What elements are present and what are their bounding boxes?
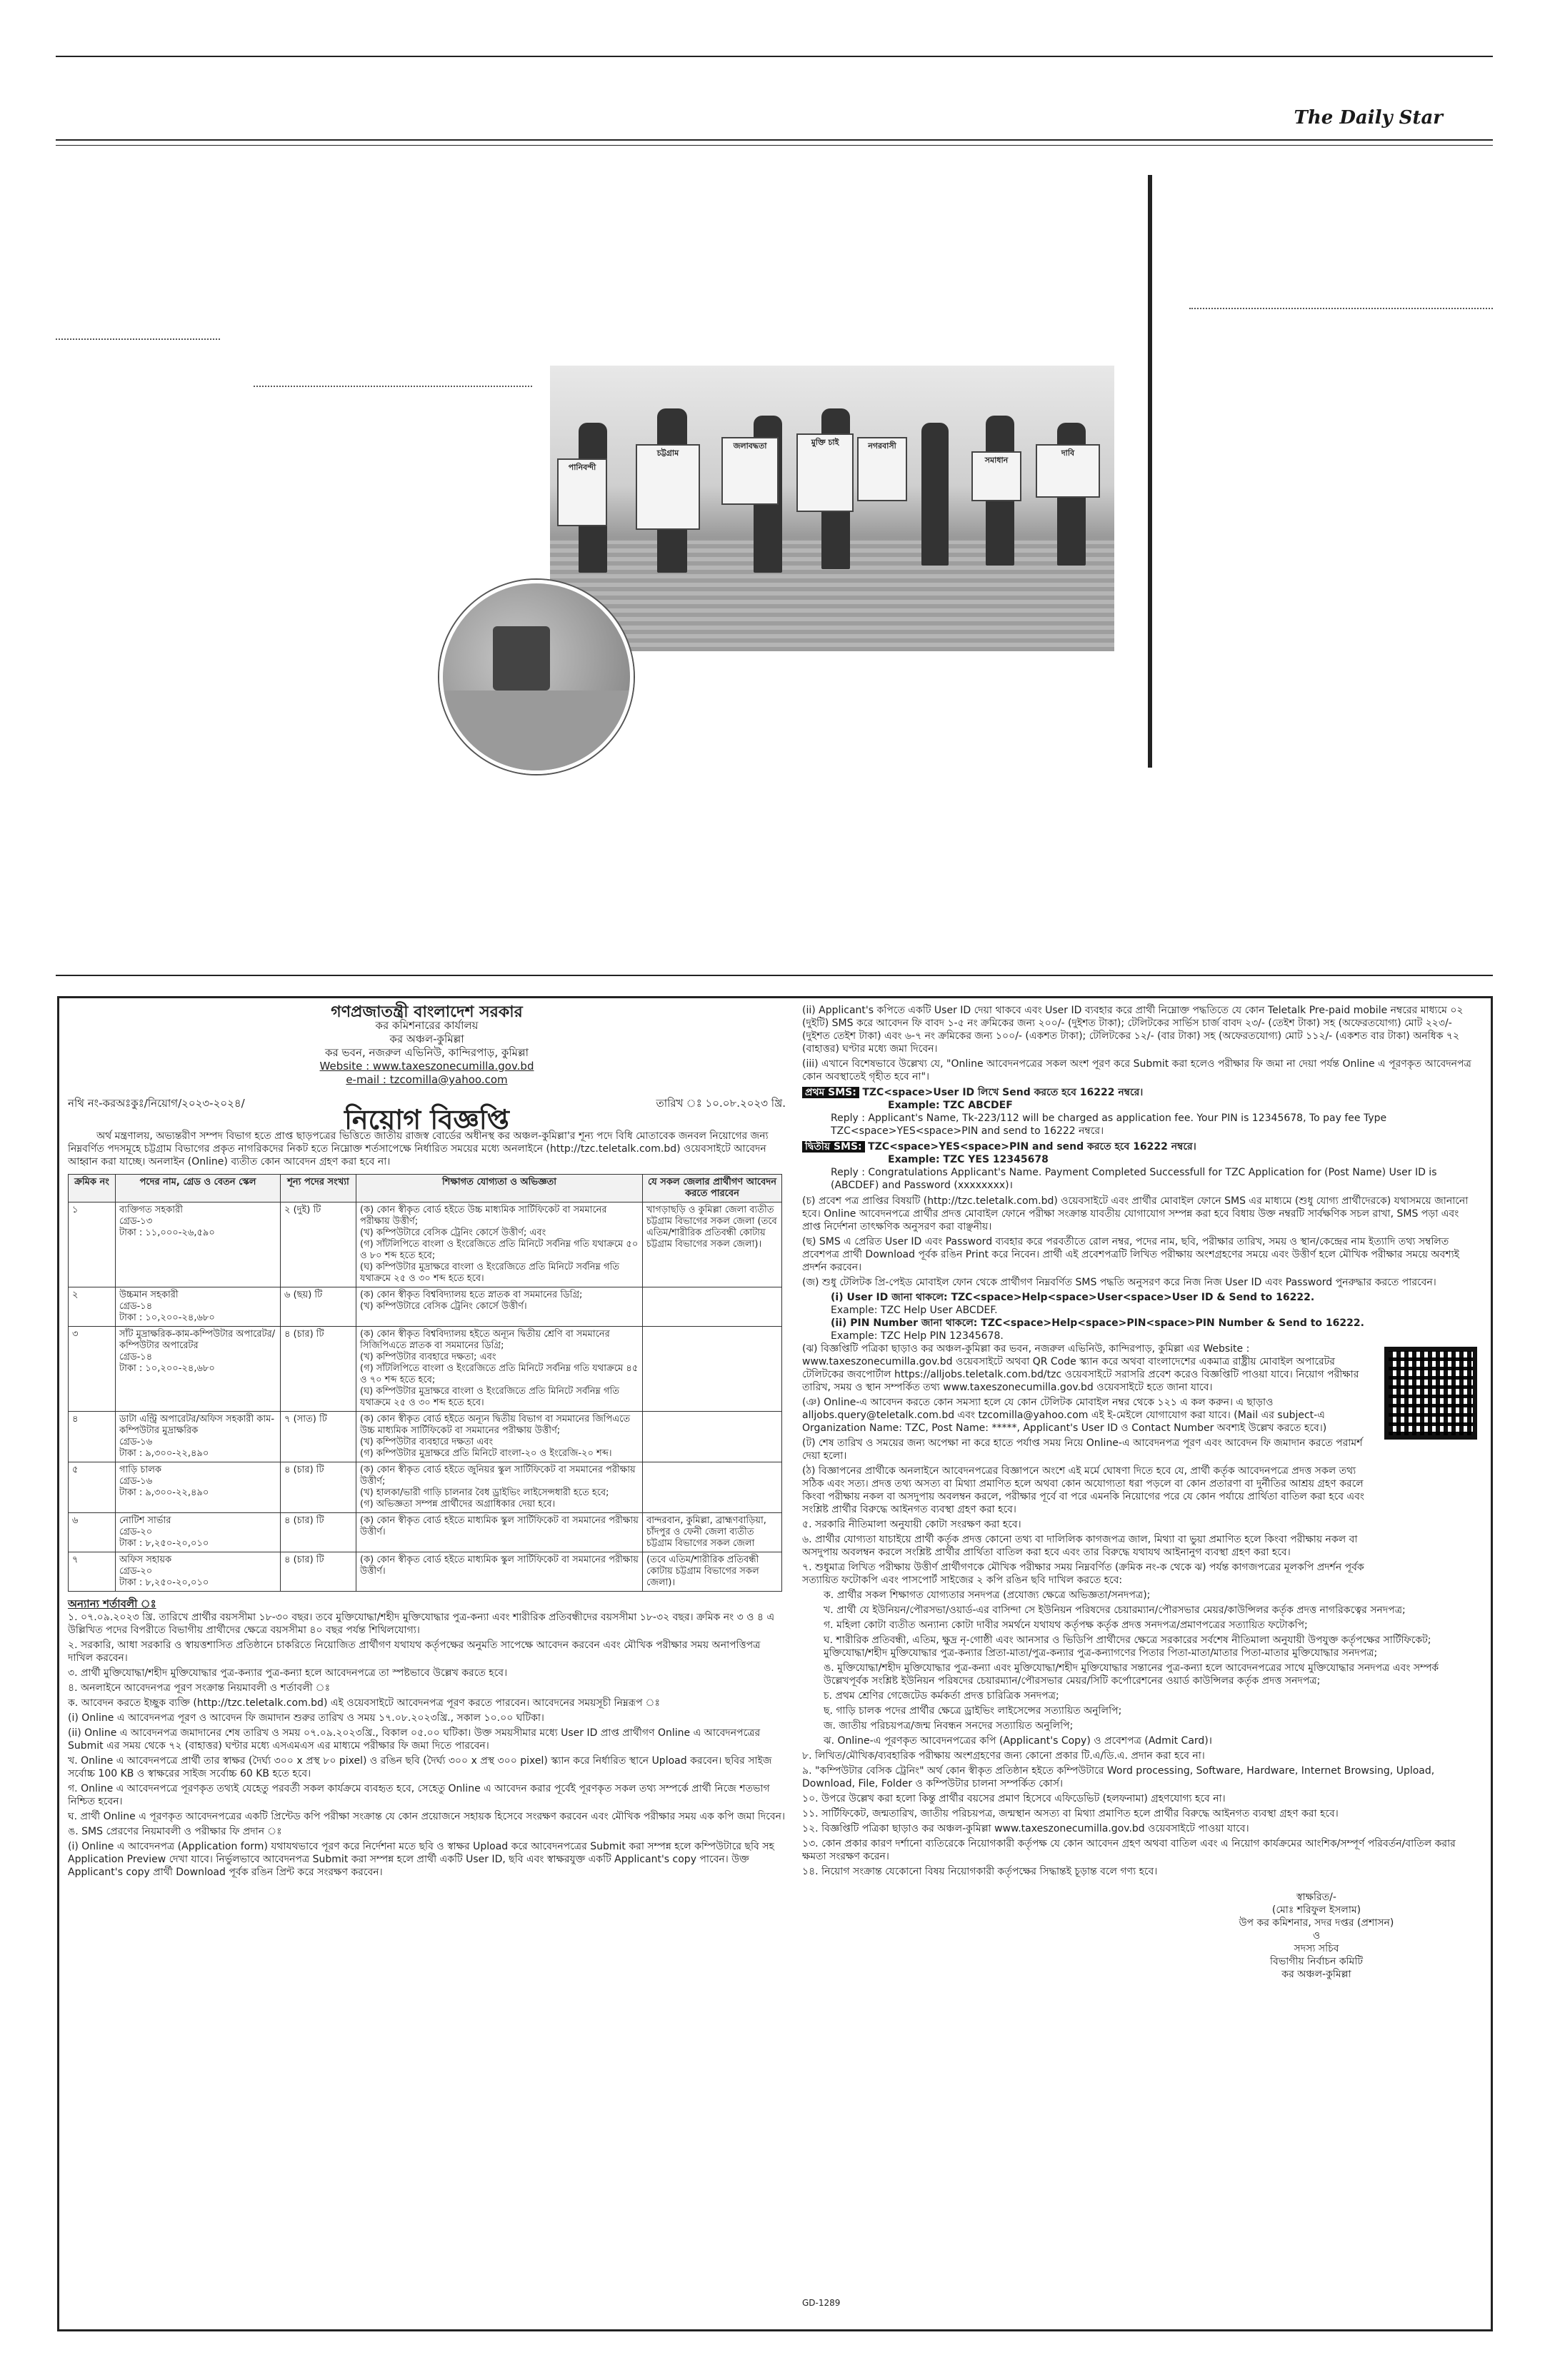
- col-post: পদের নাম, গ্রেড ও বেতন স্কেল: [116, 1175, 281, 1202]
- government-heading: গণপ্রজাতন্ত্রী বাংলাদেশ সরকার: [331, 1003, 523, 1021]
- signature-block: [1174, 1891, 1459, 1981]
- cell-serial: ৭: [69, 1552, 116, 1592]
- condition-item: ১০. উপরে উল্লেখ করা হলো কিন্তু প্রার্থীর বয়সের প্রমাণ হিসেবে এফিডেভিট (হলফনামা) গ্রহণযোগ্য হবে না।: [802, 1793, 1226, 1804]
- signatory-role-2: বিভাগীয় নির্বাচন কমিটি: [1270, 1956, 1363, 1967]
- document-item: ছ. গাড়ি চালক পদের প্রার্থীর ক্ষেত্রে ড্রাইভিং লাইসেন্সের সত্যায়িত অনুলিপি;: [824, 1705, 1122, 1717]
- masthead-rule-2: [56, 145, 1493, 146]
- cell-serial: ৫: [69, 1462, 116, 1513]
- inset-photo: [439, 580, 634, 774]
- document-item: ঙ. মুক্তিযোদ্ধা/শহীদ মুক্তিযোদ্ধার পুত্র-কন্যা এবং মুক্তিযোদ্ধা/শহীদ মুক্তিযোদ্ধার সন্তানের পুত্র-কন্যা হলে আবেদনপত্রের সাথে মুক্তিযোদ্ধার সনদপত্র এবং সম্পর্ক উল্লেখপূর্বক সংশ্লিষ্ট ইউনিয়ন পরিষদের চেয়ারম্যান/পৌরসভার মেয়র/সিটি কর্পোরেশনের ওয়ার্ড কাউন্সিলর কর্তৃক প্রদত্ত সনদপত্র;: [824, 1662, 1439, 1687]
- cell-post: ব্যক্তিগত সহকারী গ্রেড-১৩ টাকা : ১১,০০০-২৬,৫৯০: [116, 1202, 281, 1287]
- condition-item: ৪. অনলাইনে আবেদনপত্র পূরণ সংক্রান্ত নিয়মাবলী ও শর্তাবলী ঃ: [68, 1682, 331, 1694]
- qr-code-icon[interactable]: [1384, 1347, 1477, 1440]
- condition-item: (i) Online এ আবেদনপত্র পূরণ ও আবেদন ফি জমাদান শুরুর তারিখ ও সময় ১৭.০৮.২০২৩খ্রি., সকাল ১০.০০ ঘটিকা।: [68, 1712, 544, 1724]
- table-row: [69, 1202, 782, 1287]
- cell-qualification: (ক) কোন স্বীকৃত বোর্ড হইতে মাধ্যমিক স্কুল সার্টিফিকেট বা সমমানের পরীক্ষায় উত্তীর্ণ।: [356, 1513, 643, 1552]
- cell-qualification: (ক) কোন স্বীকৃত বোর্ড হইতে উচ্চ মাধ্যমিক সার্টিফিকেট বা সমমানের পরীক্ষায় উত্তীর্ণ; (খ) কম্পিউটারে বেসিক ট্রেনিং কোর্সে উত্তীর্ণ; এবং (গ) সাঁটলিপিতে বাংলা ও ইংরেজিতে প্রতি মিনিটে সর্বনিম্ন গতি যথাক্রমে ৫০ ও ৮০ শব্দ হতে হবে; (ঘ) কম্পিউটার মুদ্রাক্ষরে বাংলা ও ইংরেজিতে প্রতি মিনিটে সর্বনিম্ন গতি যথাক্রমে ২৫ ও ৩০ শব্দ হতে হবে।: [356, 1202, 643, 1287]
- ad-reference: GD-1289: [802, 2298, 841, 2308]
- instruction-item: (ট) শেষ তারিখ ও সময়ের জন্য অপেক্ষা না করে হাতে পর্যাপ্ত সময় নিয়ে Online-এ আবেদনপত্র পূরণ এবং আবেদন ফি জমাদান করতে পরামর্শ দেয়া হলো।: [802, 1437, 1363, 1462]
- cell-vacancy: ২ (দুই) টি: [281, 1202, 356, 1287]
- instruction-item: (iii) এখানে বিশেষভাবে উল্লেখ্য যে, "Online আবেদনপত্রের সকল অংশ পূরণ করে Submit করা হলেও পরীক্ষার ফি জমা না দেয়া পর্যন্ত Online এ পূরণকৃত আবেদনপত্র কোন অবস্থাতেই গৃহীত হবে না"।: [802, 1058, 1471, 1083]
- col-vacancy: শূন্য পদের সংখ্যা: [281, 1175, 356, 1202]
- cell-districts: খাগড়াছড়ি ও কুমিল্লা জেলা ব্যতীত চট্টগ্রাম বিভাগের সকল জেলা (তবে এতিম/শারীরিক প্রতিবন্ধী কোটায় চট্টগ্রাম বিভাগের সকল জেলা)।: [643, 1202, 782, 1287]
- cell-districts: [643, 1287, 782, 1327]
- news-photo: [550, 366, 1114, 651]
- instruction-item: (ঞ) Online-এ আবেদন করতে কোন সমস্যা হলে যে কোন টেলিটক মোবাইল নম্বর থেকে ১২১ এ কল করুন। এ ছাড়াও alljobs.query@teletalk.com.bd এবং tzcomilla@yahoo.com এই ই-মেইলে যোগাযোগ করা যাবে। (Mail এর subject-এ Organization Name: TZC, Post Name: *****, Applicant's User ID ও Contact Number অবশ্যই উল্লেখ করতে হবে।): [802, 1397, 1327, 1434]
- cell-post: গাড়ি চালক গ্রেড-১৬ টাকা : ৯,৩০০-২২,৪৯০: [116, 1462, 281, 1513]
- cell-districts: বান্দরবান, কুমিল্লা, ব্রাহ্মণবাড়িয়া, চাঁদপুর ও ফেনী জেলা ব্যতীত চট্টগ্রাম বিভাগের সকল জেলা: [643, 1513, 782, 1552]
- document-item: গ. মহিলা কোটা ব্যতীত অন্যান্য কোটা দাবীর সমর্থনে যথাযথ কর্তৃপক্ষ কর্তৃক প্রদত্ত সনদপত্র/প্রমাণপত্রের সত্যায়িত ফটোকপি;: [824, 1620, 1308, 1631]
- notice-intro: অর্থ মন্ত্রণালয়, অভ্যন্তরীণ সম্পদ বিভাগ হতে প্রাপ্ত ছাড়পত্রের ভিত্তিতে জাতীয় রাজস্ব বোর্ডের অধীনস্থ কর অঞ্চল-কুমিল্লা'র শূন্য পদে বিধি মোতাবেক জনবল নিয়োগের জন্য নিম্নবর্ণিত পদসমূহে চট্টগ্রাম বিভাগের প্রকৃত নাগরিকদের নিকট হতে নিম্নোক্ত শর্তসাপেক্ষে নির্ধারিত সময়ের মধ্যে অনলাইনে (http://tzc.teletalk.com.bd) ওয়েবসাইটে আবেদন আহ্বান করা যাচ্ছে। অনলাইন (Online) ব্যতীত কোন আবেদন গ্রহণ করা হবে না।: [68, 1130, 769, 1168]
- cell-districts: (তবে এতিম/শারীরিক প্রতিবন্ধী কোটায় চট্টগ্রাম বিভাগের সকল জেলা)।: [643, 1552, 782, 1592]
- recover-user-id-example: Example: TZC Help User ABCDEF.: [831, 1305, 998, 1316]
- sms-first: [802, 1086, 1477, 1099]
- ad-left-column: [68, 998, 786, 1881]
- protester: [921, 423, 949, 566]
- sms-second-reply: Reply : Congratulations Applicant's Name. Payment Completed Successfull for TZC Application for (Post Name) User ID is (ABCDEF) and Password (xxxxxxxx)।: [831, 1167, 1437, 1191]
- cell-qualification: (ক) কোন স্বীকৃত বোর্ড হইতে অন্যূন দ্বিতীয় বিভাগ বা সমমানের জিপিএতে উচ্চ মাধ্যমিক সার্টিফিকেট বা সমমানের পরীক্ষায় উত্তীর্ণ; (খ) কম্পিউটার ব্যবহারে দক্ষতা এবং (গ) কম্পিউটার মুদ্রাক্ষরে প্রতি মিনিটে বাংলা-২০ ও ইংরেজি-২০ শব্দ।: [356, 1412, 643, 1462]
- instruction-item: ৬. প্রার্থীর যোগ্যতা যাচাইয়ে প্রার্থী কর্তৃক প্রদত্ত কোনো তথ্য বা দালিলিক কাগজপত্র জাল, মিথ্যা বা ভুয়া প্রমাণিত হলে কিংবা পরীক্ষায় নকল বা অসদুপায় অবলম্বন করলে সংশ্লিষ্ট প্রার্থীর প্রার্থিতা বাতিল করা হবে এবং তার বিরুদ্ধে যথাযথ আইনানুগ ব্যবস্থা গ্রহণ করা হবে।: [802, 1534, 1358, 1558]
- condition-item: খ. Online এ আবেদনপত্রে প্রার্থী তার স্বাক্ষর (দৈর্ঘ্য ৩০০ x প্রস্থ ৮০ pixel) ও রঙিন ছবি (দৈর্ঘ্য ৩০০ x প্রস্থ ৩০০ pixel) স্ক্যান করে নির্ধারিত স্থানে Upload করবেন। ছবির সাইজ সর্বোচ্চ 100 KB ও স্বাক্ষরের সাইজ সর্বোচ্চ 60 KB হতে হবে।: [68, 1755, 772, 1779]
- instruction-item: (ঝ) বিজ্ঞপ্তিটি পত্রিকা ছাড়াও কর অঞ্চল-কুমিল্লা কর ভবন, নজরুল এভিনিউ, কান্দিরপাড়, কুমিল্লা এর Website : www.taxeszonecumilla.gov.bd ওয়েবসাইটে অথবা QR Code স্ক্যান করে অথবা বাংলাদেশের একমাত্র রাষ্ট্রীয় মোবাইল অপারেটর টেলিটকের জবপোর্টাল https://alljobs.teletalk.com.bd/tzc ওয়েবসাইটে সরাসরি প্রবেশ করেও বিজ্ঞপ্তিটি পাওয়া যাবে। নিয়োগ পরীক্ষার তারিখ, সময় ও স্থান সম্পর্কিত তথ্য www.taxeszonecumilla.gov.bd ওয়েবসাইটে হতে জানা যাবে।: [802, 1343, 1359, 1393]
- dotted-separator-right: [1189, 308, 1493, 309]
- sms-first-label: প্রথম SMS:: [802, 1087, 859, 1098]
- recover-pin-example: Example: TZC Help PIN 12345678.: [831, 1330, 1004, 1342]
- cell-serial: ১: [69, 1202, 116, 1287]
- placard: দাবি: [1036, 444, 1100, 498]
- fee-instructions: [802, 1004, 1477, 1083]
- lower-instructions: [802, 1342, 1477, 1587]
- cell-post: নোটিশ সার্ভার গ্রেড-২০ টাকা : ৮,২৫০-২০,০১০: [116, 1513, 281, 1552]
- condition-item: (ii) Online এ আবেদনপত্র জমাদানের শেষ তারিখ ও সময় ০৭.০৯.২০২৩খ্রি., বিকাল ০৫.০০ ঘটিকা। উক্ত সময়সীমার মধ্যে User ID প্রাপ্ত প্রার্থীগণ Online এ আবেদনপত্রের Submit এর সময় থেকে ৭২ (বাহাত্তর) ঘণ্টার মধ্যে এসএমএস এর মাধ্যমে পরীক্ষার ফি জমা দিতে পারবেন।: [68, 1727, 761, 1752]
- condition-item: গ. Online এ আবেদনপত্রে পূরণকৃত তথ্যই যেহেতু পরবর্তী সকল কার্যক্রমে ব্যবহৃত হবে, সেহেতু Online এ আবেদন করার পূর্বেই পূরণকৃত সকল তথ্য সম্পর্কে প্রার্থী নিজে শতভাগ নিশ্চিত হবেন।: [68, 1783, 770, 1807]
- signatory-role-1: সদস্য সচিব: [1294, 1943, 1339, 1954]
- cell-qualification: (ক) কোন স্বীকৃত বোর্ড হইতে মাধ্যমিক স্কুল সার্টিফিকেট বা সমমানের পরীক্ষায় উত্তীর্ণ।: [356, 1552, 643, 1592]
- condition-item: (i) Online এ আবেদনপত্র (Application form) যথাযথভাবে পূরণ করে নির্দেশনা মতে ছবি ও স্বাক্ষর Upload করে আবেদনপত্রের Submit করা সম্পন্ন হলে কম্পিউটারে ছবি সহ Application Preview দেখা যাবে। নির্ভুলভাবে আবেদনপত্র Submit করা সম্পন্ন হলে প্রার্থী একটি User ID, ছবি এবং স্বাক্ষরযুক্ত একটি Applicant's copy পাবেন। উক্ত Applicant's copy প্রার্থী Download পূর্বক রঙিন প্রিন্ট করে সংরক্ষণ করবেন।: [68, 1841, 774, 1878]
- cell-post: উচ্চমান সহকারী গ্রেড-১৪ টাকা : ১০,২০০-২৪,৬৮০: [116, 1287, 281, 1327]
- instruction-item: ৫. সরকারি নীতিমালা অনুযায়ী কোটা সংরক্ষণ করা হবে।: [802, 1519, 1021, 1530]
- zone-name: কর অঞ্চল-কুমিল্লা: [389, 1033, 464, 1045]
- recover-pin: (ii) PIN Number জানা থাকলে: TZC<space>Help<space>PIN<space>PIN Number & Send to 16222.: [831, 1317, 1364, 1329]
- cell-vacancy: ৬ (ছয়) টি: [281, 1287, 356, 1327]
- condition-item: ৩. প্রার্থী মুক্তিযোদ্ধা/শহীদ মুক্তিযোদ্ধার পুত্র-কন্যার পুত্র-কন্যা হলে আবেদনপত্রে তা স্পষ্টভাবে উল্লেখ করতে হবে।: [68, 1667, 508, 1679]
- cell-districts: [643, 1327, 782, 1412]
- table-row: [69, 1513, 782, 1552]
- signed-label: স্বাক্ষরিত/-: [1296, 1892, 1336, 1903]
- cell-qualification: (ক) কোন স্বীকৃত বিশ্ববিদ্যালয় হইতে অন্যূন দ্বিতীয় শ্রেণি বা সমমানের সিজিপিএতে স্নাতক বা সমমানের ডিগ্রি; (খ) কম্পিউটার ব্যবহারে দক্ষতা; এবং (গ) সাঁটলিপিতে বাংলা ও ইংরেজিতে প্রতি মিনিটে সর্বনিম্ন গতি যথাক্রমে ৪৫ ও ৭০ শব্দ হতে হবে; (ঘ) কম্পিউটার মুদ্রাক্ষরে বাংলা ও ইংরেজিতে প্রতি মিনিটে সর্বনিম্ন গতি যথাক্রমে ২৫ ও ৩০ শব্দ হতে হবে।: [356, 1327, 643, 1412]
- ad-right-column: [802, 1004, 1477, 2308]
- condition-item: ঘ. প্রার্থী Online এ পূরণকৃত আবেদনপত্রের একটি প্রিন্টেড কপি পরীক্ষা সংক্রান্ত যে কোন প্রয়োজনে সহায়ক হিসেবে সংরক্ষণ করবেন এবং মৌখিক পরীক্ষার সময় এক কপি জমা দিবেন।: [68, 1811, 786, 1822]
- signature-and: ও: [1312, 1930, 1321, 1942]
- cell-serial: ২: [69, 1287, 116, 1327]
- table-row: [69, 1552, 782, 1592]
- cell-serial: ৪: [69, 1412, 116, 1462]
- placard: পানিবন্দী: [557, 458, 607, 526]
- cell-qualification: (ক) কোন স্বীকৃত বোর্ড হইতে জুনিয়র স্কুল সার্টিফিকেট বা সমমানের পরীক্ষায় উত্তীর্ণ; (খ) হালকা/ভারী গাড়ি চালনার বৈধ ড্রাইভিং লাইসেন্সধারী হতে হবে; (গ) অভিজ্ঞতা সম্পন্ন প্রার্থীদের অগ্রাধিকার দেয়া হবে।: [356, 1462, 643, 1513]
- closing-conditions: [802, 1749, 1477, 1878]
- sms-second-label: দ্বিতীয় SMS:: [802, 1141, 865, 1153]
- condition-item: ২. সরকারি, আধা সরকারি ও স্বায়ত্তশাসিত প্রতিষ্ঠানে চাকরিতে নিয়োজিত প্রার্থীগণ যথাযথ কর্তৃপক্ষের অনুমতি সাপেক্ষে আবেদন করবেন এবং মৌখিক পরীক্ষার সময় অনাপত্তিপত্র দাখিল করবেন।: [68, 1640, 761, 1664]
- sms-second-text: TZC<space>YES<space>PIN and send করতে হবে 16222 নম্বরে।: [868, 1141, 1196, 1153]
- instruction-item: (ঠ) বিজ্ঞাপনের প্রার্থীকে অনলাইনে আবেদনপত্রের বিজ্ঞাপনে অংশে এই মর্মে ঘোষণা দিতে হবে যে, প্রার্থী কর্তৃক আবেদনপত্রে প্রদত্ত সকল তথ্য সঠিক এবং সত্য। প্রদত্ত তথ্য অসত্য বা মিথ্যা প্রমাণিত হলে অথবা কোন অযোগ্যতা ধরা পড়লে বা কোন প্রতারণা বা দুর্নীতির আশ্রয় গ্রহণ করলে কিংবা পরীক্ষায় নকল বা অসদুপায় অবলম্বন করলে, পরীক্ষার পূর্বে বা পরে এমনকি নিয়োগের পরে যে কোন পর্যায়ে প্রার্থিতা বাতিল করা হবে এবং সংশ্লিষ্ট প্রার্থীর বিরুদ্ধে আইনগত ব্যবস্থা গ্রহণ করা হবে।: [802, 1465, 1364, 1515]
- recover-user-id: (i) User ID জানা থাকলে: TZC<space>Help<space>User<space>User ID & Send to 16222.: [831, 1292, 1315, 1303]
- posts-table: [68, 1174, 782, 1592]
- lower-instructions-list: [802, 1342, 1477, 1587]
- dotted-separator-left: [56, 338, 220, 340]
- recruitment-advertisement: [57, 996, 1493, 2331]
- sms-first-reply: Reply : Applicant's Name, Tk-223/112 will be charged as application fee. Your PIN is 12345678, To pay fee Type TZC<space>YES<space>PIN and send to 16222 নম্বরে।: [831, 1113, 1387, 1137]
- cell-serial: ৬: [69, 1513, 116, 1552]
- conditions-list: [68, 1611, 786, 1879]
- documents-list: [802, 1589, 1477, 1747]
- table-row: [69, 1287, 782, 1327]
- condition-item: ঙ. SMS প্রেরণের নিয়মাবলী ও পরীক্ষার ফি প্রদান ঃ: [68, 1826, 282, 1837]
- cell-districts: [643, 1412, 782, 1462]
- instruction-item: (জ) শুধু টেলিটক প্রি-পেইড মোবাইল ফোন থেকে প্রার্থীগণ নিম্নবর্ণিত SMS পদ্ধতি অনুসরণ করে নিজ নিজ User ID এবং Password পুনরুদ্ধার করতে পারবেন।: [802, 1277, 1436, 1288]
- placard: সমাধান: [971, 451, 1021, 501]
- office-website[interactable]: Website : www.taxeszonecumilla.gov.bd: [319, 1060, 534, 1073]
- masthead-logo: The Daily Star: [1294, 107, 1443, 129]
- sms-first-example: Example: TZC ABCDEF: [888, 1100, 1013, 1111]
- notice-date: তারিখ ঃ ১০.০৮.২০২৩ খ্রি.: [656, 1097, 786, 1110]
- instruction-item: (চ) প্রবেশ পত্র প্রাপ্তির বিষয়টি (http://tzc.teletalk.com.bd) ওয়েবসাইটে এবং প্রার্থীর মোবাইল ফোনে SMS এর মাধ্যমে (শুধু যোগ্য প্রার্থীদেরকে) যথাসময়ে জানানো হবে। Online আবেদনপত্রে প্রার্থীর প্রদত্ত মোবাইল ফোনে পরীক্ষা সংক্রান্ত যাবতীয় যোগাযোগ সম্পন্ন করা হবে বিধায় উক্ত নম্বরটি সার্বক্ষণিক সচল রাখা, SMS পড়া এবং প্রাপ্ত নির্দেশনা তাৎক্ষণিক অনুসরণ করা বাঞ্ছনীয়।: [802, 1195, 1469, 1232]
- document-item: জ. জাতীয় পরিচয়পত্র/জন্ম নিবন্ধন সনদের সত্যায়িত অনুলিপি;: [824, 1720, 1074, 1732]
- placard: চট্টগ্রাম: [636, 444, 700, 530]
- placard: মুক্তি চাই: [796, 433, 854, 512]
- rickshaw: [493, 626, 550, 691]
- document-item: ক. প্রার্থীর সকল শিক্ষাগত যোগ্যতার সনদপত্র (প্রযোজ্য ক্ষেত্রে অভিজ্ঞতা/সনদপত্র);: [824, 1590, 1151, 1601]
- condition-item: ৮. লিখিত/মৌখিক/ব্যবহারিক পরীক্ষায় অংশগ্রহণের জন্য কোনো প্রকার টি.এ/ডি.এ. প্রদান করা হবে না।: [802, 1750, 1205, 1762]
- condition-item: ১২. বিজ্ঞপ্তিটি পত্রিকা ছাড়াও কর অঞ্চল-কুমিল্লা www.taxeszonecumilla.gov.bd ওয়েবসাইটে পাওয়া যাবে।: [802, 1823, 1249, 1834]
- dotted-separator-mid: [254, 386, 532, 387]
- cell-vacancy: ৪ (চার) টি: [281, 1513, 356, 1552]
- memo-number: নথি নং-করঅঃকুঃ/নিয়োগ/২০২৩-২০২৪/: [68, 1097, 245, 1110]
- column-divider: [1148, 175, 1152, 768]
- table-header-row: [69, 1175, 782, 1202]
- instruction-item: (ii) Applicant's কপিতে একটি User ID দেয়া থাকবে এবং User ID ব্যবহার করে প্রার্থী নিম্নোক্ত পদ্ধতিতে যে কোন Teletalk Pre-paid mobile নম্বরের মাধ্যমে ০২ (দুইটি) SMS করে আবেদন ফি বাবদ ১-৫ নং ক্রমিকের জন্য ২০০/- (দুইশত টাকা); টেলিটকের সার্ভিস চার্জ বাবদ ২৩/- (তেইশ টাকা) সহ (অফেরতযোগ্য) মোট ২২৩/- (দুইশত তেইশ টাকা) এবং ৬-৭ নং ক্রমিকের জন্য ১০০/- (একশত টাকা); টেলিটকের ১২/- (বার টাকা) সহ (অফেরতযোগ্য) মোট ১১২/- (একশত বার টাকা) অনধিক ৭২ (বাহাত্তর) ঘণ্টার মধ্যে জমা দিবেন।: [802, 1005, 1464, 1055]
- col-qualification: শিক্ষাগত যোগ্যতা ও অভিজ্ঞতা: [356, 1175, 643, 1202]
- office-name: কর কমিশনারের কার্যালয়: [375, 1019, 479, 1032]
- signatory-name: (মোঃ শরিফুল ইসলাম): [1271, 1904, 1361, 1916]
- cell-vacancy: ৪ (চার) টি: [281, 1327, 356, 1412]
- col-serial: ক্রমিক নং: [69, 1175, 116, 1202]
- cell-post: ডাটা এন্ট্রি অপারেটর/অফিস সহকারী কাম-কম্পিউটার মুদ্রাক্ষরিক গ্রেড-১৬ টাকা : ৯,৩০০-২২,৪৯০: [116, 1412, 281, 1462]
- cell-vacancy: ৭ (সাত) টি: [281, 1412, 356, 1462]
- cell-vacancy: ৪ (চার) টি: [281, 1462, 356, 1513]
- signatory-designation: উপ কর কমিশনার, সদর দপ্তর (প্রশাসন): [1239, 1917, 1394, 1929]
- instruction-item: ৭. শুধুমাত্র লিখিত পরীক্ষায় উত্তীর্ণ প্রার্থীগণকে মৌখিক পরীক্ষার সময় নিম্নবর্ণিত (ক্রমিক নং-ক থেকে ঝ) পর্যন্ত কাগজপত্রের মূলকপি প্রদর্শন পূর্বক সত্যায়িত ফটোকপি এবং পাসপোর্ট সাইজের ২ কপি রঙিন ছবি দাখিল করতে হবে:: [802, 1562, 1364, 1586]
- placard: নগরবাসী: [857, 437, 907, 501]
- condition-item: ১১. সার্টিফিকেট, জন্মতারিখ, জাতীয় পরিচয়পত্র, জন্মস্থান অসত্য বা মিথ্যা প্রমাণিত হলে প্রার্থীর বিরুদ্ধে আইনগত ব্যবস্থা গ্রহণ করা হবে।: [802, 1808, 1339, 1819]
- condition-item: ১. ০৭.০৯.২০২৩ খ্রি. তারিখে প্রার্থীর বয়সসীমা ১৮-৩০ বছর। তবে মুক্তিযোদ্ধা/শহীদ মুক্তিযোদ্ধার পুত্র-কন্যা এবং শারীরিক প্রতিবন্ধীদের বয়সসীমা ১৮-৩২ বছর। ক্রমিক নং ৩ ও ৪ এ উল্লিখিত পদের বিপরীতে বিভাগীয় প্রার্থীদের ক্ষেত্রে বয়সসীমা ৪০ বছর পর্যন্ত শিথিলযোগ্য।: [68, 1612, 775, 1636]
- condition-item: ক. আবেদন করতে ইচ্ছুক ব্যক্তি (http://tzc.teletalk.com.bd) এই ওয়েবসাইটে আবেদনপত্র পূরণ করতে পারবেন। আবেদনের সময়সূচী নিম্নরূপ ঃ: [68, 1697, 660, 1709]
- document-item: ঝ. Online-এ পূরণকৃত আবেদনপত্রের কপি (Applicant's Copy) ও প্রবেশপত্র (Admit Card)।: [824, 1735, 1213, 1747]
- placard: জলাবদ্ধতা: [721, 437, 779, 505]
- office-email[interactable]: e-mail : tzcomilla@yahoo.com: [346, 1073, 508, 1086]
- cell-vacancy: ৪ (চার) টি: [281, 1552, 356, 1592]
- sms-second: [802, 1140, 1477, 1153]
- instruction-item: (ছ) SMS এ প্রেরিত User ID এবং Password ব্যবহার করে পরবর্তীতে রোল নম্বর, পদের নাম, ছবি, পরীক্ষার তারিখ, সময় ও স্থান/কেন্দ্রের নাম ইত্যাদি তথ্য সম্বলিত প্রবেশপত্র প্রার্থী Download পূর্বক রঙিন Print করে নিবেন। প্রার্থী এই প্রবেশপত্রটি লিখিত পরীক্ষায় অংশগ্রহণের সময়ে এবং উত্তীর্ণ হলে মৌখিক পরীক্ষার সময়ে অবশ্যই প্রদর্শন করবেন।: [802, 1236, 1459, 1273]
- table-row: [69, 1327, 782, 1412]
- cell-serial: ৩: [69, 1327, 116, 1412]
- document-item: চ. প্রথম শ্রেণির গেজেটেড কর্মকর্তা প্রদত্ত চারিত্রিক সনদপত্র;: [824, 1690, 1059, 1702]
- sms-first-text: TZC<space>User ID লিখে Send করতে হবে 16222 নম্বরে।: [862, 1087, 1144, 1098]
- col-districts: যে সকল জেলার প্রার্থীগণ আবেদন করতে পারবেন: [643, 1175, 782, 1202]
- cell-qualification: (ক) কোন স্বীকৃত বিশ্ববিদ্যালয় হতে স্নাতক বা সমমানের ডিগ্রি; (খ) কম্পিউটারে বেসিক ট্রেনিং কোর্সে উত্তীর্ণ।: [356, 1287, 643, 1327]
- cell-post: অফিস সহায়ক গ্রেড-২০ টাকা : ৮,২৫০-২০,০১০: [116, 1552, 281, 1592]
- top-rule: [56, 56, 1493, 57]
- condition-item: ৯. "কম্পিউটার বেসিক ট্রেনিং" অর্থ কোন স্বীকৃত প্রতিষ্ঠান হইতে কম্পিউটারে Word processing, Software, Hardware, Internet Browsing, Upload, Download, File, Folder ও কম্পিউটার চালনা সম্পর্কিত কোর্স।: [802, 1765, 1435, 1789]
- document-item: ঘ. শারীরিক প্রতিবন্ধী, এতিম, ক্ষুদ্র নৃ-গোষ্ঠী এবং আনসার ও ভিডিপি প্রার্থীদের ক্ষেত্রে সরকারের সর্বশেষ নীতিমালা অনুযায়ী উপযুক্ত কর্তৃপক্ষের সার্টিফিকেট; মুক্তিযোদ্ধা/শহীদ মুক্তিযোদ্ধার পুত্র-কন্যার প্রিতা-মাতা/পুত্র-কন্যার পুত্র-কন্যাগণের পিতার পিতা-মাতা/মাতার পিতা-মাতার মুক্তিযোদ্ধার সনদপত্র;: [824, 1635, 1431, 1659]
- masthead-rule-1: [56, 139, 1493, 141]
- cell-districts: [643, 1462, 782, 1513]
- admit-instructions: [802, 1195, 1477, 1289]
- cell-post: সাঁট মুদ্রাক্ষরিক-কাম-কম্পিউটার অপারেটর/কম্পিউটার অপারেটর গ্রেড-১৪ টাকা : ১০,২০০-২৪,৬৮০: [116, 1327, 281, 1412]
- condition-item: ১৩. কোন প্রকার কারণ দর্শানো ব্যতিরেকে নিয়োগকারী কর্তৃপক্ষ যে কোন আবেদন গ্রহণ অথবা বাতিল এবং এ নিয়োগ কার্যক্রমের আংশিক/সম্পূর্ণ পরিবর্তন/বাতিল করার ক্ষমতা সংরক্ষণ করেন।: [802, 1838, 1456, 1862]
- ad-top-rule: [56, 975, 1493, 976]
- sms-second-example: Example: TZC YES 12345678: [888, 1154, 1049, 1165]
- inset-water: [443, 691, 630, 770]
- condition-item: ১৪. নিয়োগ সংক্রান্ত যেকোনো বিষয় নিয়োগকারী কর্তৃপক্ষের সিদ্ধান্তই চূড়ান্ত বলে গণ্য হবে।: [802, 1866, 1158, 1877]
- office-address: কর ভবন, নজরুল এভিনিউ, কান্দিরপাড়, কুমিল্লা: [324, 1046, 529, 1059]
- notice-title: নিয়োগ বিজ্ঞপ্তি: [344, 1104, 509, 1135]
- table-row: [69, 1412, 782, 1462]
- conditions-heading: অন্যান্য শর্তাবলী ঃ: [68, 1597, 156, 1610]
- table-row: [69, 1462, 782, 1513]
- signatory-office: কর অঞ্চল-কুমিল্লা: [1281, 1969, 1351, 1980]
- document-item: খ. প্রার্থী যে ইউনিয়ন/পৌরসভা/ওয়ার্ড-এর বাসিন্দা সে ইউনিয়ন পরিষদের চেয়ারম্যান/পৌরসভার মেয়র/কাউন্সিলর কর্তৃক প্রদত্ত নাগরিকত্বের সনদপত্র;: [824, 1605, 1406, 1616]
